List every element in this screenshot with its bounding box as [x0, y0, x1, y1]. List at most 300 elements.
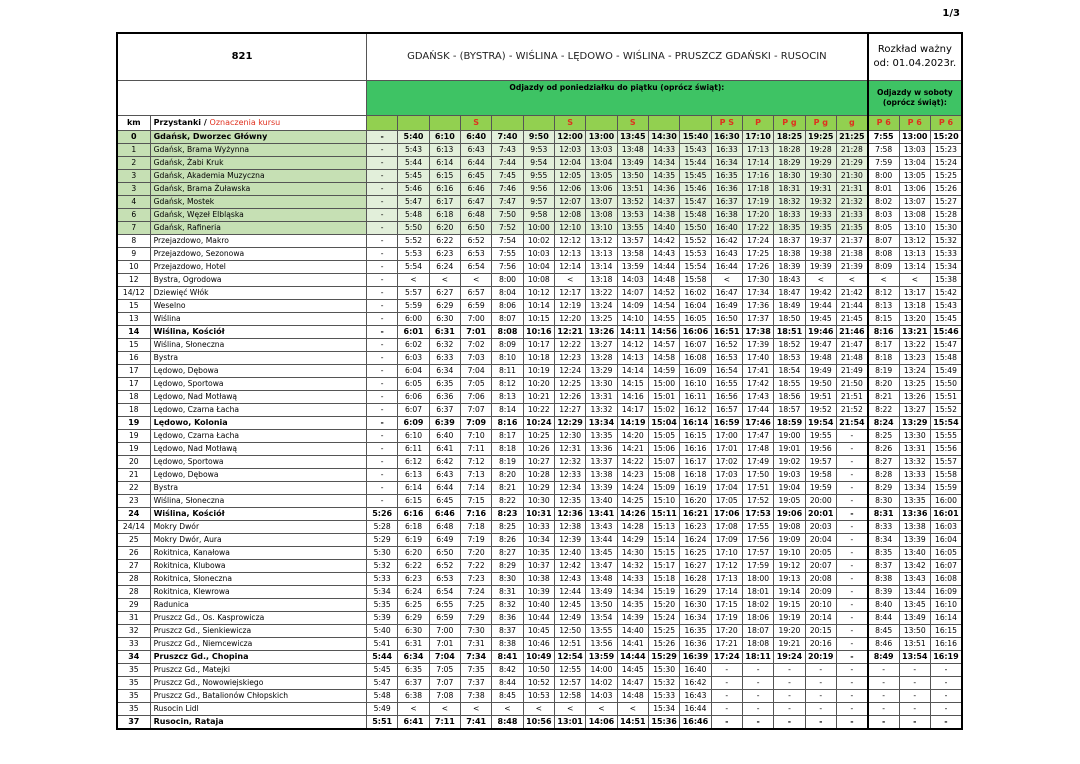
weekday-departure-time: 6:19: [398, 534, 429, 547]
weekday-departure-time: 19:39: [805, 261, 836, 274]
weekday-departure-time: 17:39: [742, 339, 773, 352]
weekday-departure-time: 14:43: [648, 248, 679, 261]
weekday-departure-time: 19:50: [805, 378, 836, 391]
weekday-departure-time: <: [492, 703, 523, 716]
saturday-departure-time: -: [899, 664, 930, 677]
weekday-departure-time: 6:52: [429, 560, 460, 573]
saturday-departure-time: 15:25: [930, 170, 962, 183]
stop-km: 10: [117, 261, 150, 274]
weekday-course-code: P: [742, 116, 773, 131]
weekday-departure-time: 21:32: [836, 196, 867, 209]
weekday-departure-time: 16:37: [711, 196, 742, 209]
weekday-departure-time: 6:40: [461, 131, 492, 144]
weekday-departure-time: 17:40: [742, 352, 773, 365]
saturday-departure-time: 15:27: [930, 196, 962, 209]
weekday-departure-time: -: [367, 209, 398, 222]
weekday-departure-time: 18:49: [774, 300, 805, 313]
weekday-departure-time: 6:18: [398, 521, 429, 534]
weekday-departure-time: 6:59: [429, 612, 460, 625]
weekday-departure-time: 18:53: [774, 352, 805, 365]
saturday-departure-time: 8:21: [868, 391, 899, 404]
weekday-departure-time: 21:46: [836, 326, 867, 339]
weekday-departure-time: 5:30: [367, 547, 398, 560]
weekday-departure-time: 19:03: [774, 469, 805, 482]
timetable-row: [117, 508, 962, 521]
weekday-departure-time: -: [836, 443, 867, 456]
weekday-departure-time: 19:10: [774, 547, 805, 560]
stop-km: 7: [117, 222, 150, 235]
weekday-departure-time: 13:58: [617, 248, 648, 261]
weekday-departure-time: 10:12: [523, 287, 554, 300]
weekday-departure-time: 14:32: [617, 560, 648, 573]
weekday-departure-time: 5:52: [398, 235, 429, 248]
weekday-departure-time: -: [367, 235, 398, 248]
saturday-departure-time: 8:12: [868, 287, 899, 300]
weekday-departure-time: -: [836, 482, 867, 495]
saturday-departure-time: 13:05: [899, 170, 930, 183]
weekday-departure-time: 21:38: [836, 248, 867, 261]
weekday-departure-time: 6:40: [429, 430, 460, 443]
weekday-departure-time: 19:51: [805, 391, 836, 404]
weekday-departure-time: 15:10: [648, 495, 679, 508]
weekday-departure-time: 7:12: [461, 456, 492, 469]
timetable-row: [117, 313, 962, 326]
weekday-departure-time: 6:22: [429, 235, 460, 248]
weekday-departure-time: 10:44: [523, 612, 554, 625]
route-number: 821: [117, 33, 367, 81]
weekday-departure-time: 6:34: [429, 365, 460, 378]
weekday-course-code: [680, 116, 711, 131]
weekday-departure-time: 16:05: [680, 313, 711, 326]
weekday-departure-time: 21:42: [836, 287, 867, 300]
weekday-departure-time: 19:47: [805, 339, 836, 352]
weekday-departure-time: 21:31: [836, 183, 867, 196]
weekday-departure-time: 17:22: [742, 222, 773, 235]
weekday-departure-time: 13:29: [586, 365, 617, 378]
saturday-departure-time: 13:29: [899, 417, 930, 430]
weekday-departure-time: 14:40: [617, 625, 648, 638]
weekday-departure-time: 14:34: [617, 586, 648, 599]
weekday-departure-time: 9:58: [523, 209, 554, 222]
weekday-departure-time: 9:56: [523, 183, 554, 196]
saturday-departure-time: 15:30: [930, 222, 962, 235]
weekday-departure-time: -: [367, 391, 398, 404]
saturday-departure-time: 15:24: [930, 157, 962, 170]
weekday-departure-time: 19:24: [774, 651, 805, 664]
saturday-departure-time: 8:09: [868, 261, 899, 274]
weekday-departure-time: 10:40: [523, 599, 554, 612]
weekday-departure-time: 8:08: [492, 326, 523, 339]
saturday-departure-time: 7:58: [868, 144, 899, 157]
timetable-row: [117, 404, 962, 417]
weekday-departure-time: 16:19: [680, 482, 711, 495]
weekday-departure-time: 5:46: [398, 183, 429, 196]
stop-name: Rokitnica, Klubowa: [150, 560, 366, 573]
saturday-departure-time: 15:57: [930, 456, 962, 469]
weekday-departure-time: 15:09: [648, 482, 679, 495]
weekday-departure-time: 9:50: [523, 131, 554, 144]
weekday-departure-time: 14:48: [617, 690, 648, 703]
weekday-code-blank: [367, 116, 398, 131]
weekday-departure-time: 16:34: [711, 157, 742, 170]
weekday-departure-time: 10:02: [523, 235, 554, 248]
weekday-departure-time: 5:49: [367, 703, 398, 716]
weekday-departure-time: 19:20: [774, 625, 805, 638]
stop-name: Gdańsk, Brama Żuławska: [150, 183, 366, 196]
weekday-departure-time: <: [586, 703, 617, 716]
weekday-departure-time: 8:30: [492, 573, 523, 586]
stop-km: 6: [117, 209, 150, 222]
weekday-code-blank: [398, 116, 429, 131]
weekday-departure-time: 19:01: [774, 443, 805, 456]
weekday-departure-time: 6:16: [429, 183, 460, 196]
weekday-departure-time: 18:28: [774, 144, 805, 157]
stop-km: 35: [117, 677, 150, 690]
weekday-departure-time: 19:59: [805, 482, 836, 495]
saturday-departure-time: 8:00: [868, 170, 899, 183]
weekday-departure-time: <: [398, 274, 429, 287]
weekday-departure-time: 21:50: [836, 378, 867, 391]
weekday-departure-time: 19:37: [805, 235, 836, 248]
weekday-departure-time: 16:56: [711, 391, 742, 404]
weekday-departure-time: 19:25: [805, 131, 836, 144]
stop-km: 15: [117, 339, 150, 352]
weekday-departure-time: 17:04: [711, 482, 742, 495]
weekday-departure-time: -: [774, 716, 805, 730]
saturday-departure-time: 13:44: [899, 586, 930, 599]
weekday-departure-time: 6:45: [429, 495, 460, 508]
stop-name: Gdańsk, Węzeł Elbląska: [150, 209, 366, 222]
weekday-departure-time: 16:09: [680, 365, 711, 378]
weekday-departure-time: 21:49: [836, 365, 867, 378]
weekday-departure-time: 16:43: [711, 248, 742, 261]
weekday-departure-time: 12:25: [554, 378, 585, 391]
weekday-departure-time: 5:26: [367, 508, 398, 521]
timetable-row: [117, 339, 962, 352]
weekday-departure-time: 10:15: [523, 313, 554, 326]
saturday-departure-time: 15:43: [930, 300, 962, 313]
weekday-departure-time: 12:49: [554, 612, 585, 625]
saturday-departure-time: 16:08: [930, 573, 962, 586]
weekday-departure-time: 10:39: [523, 586, 554, 599]
stop-km: 18: [117, 404, 150, 417]
weekday-departure-time: 10:22: [523, 404, 554, 417]
weekday-departure-time: <: [711, 274, 742, 287]
weekday-departure-time: 13:03: [586, 144, 617, 157]
weekday-departure-time: 6:24: [429, 261, 460, 274]
saturday-departure-time: 13:38: [899, 521, 930, 534]
stop-name: Gdańsk, Dworzec Główny: [150, 131, 366, 144]
weekday-departure-time: 17:26: [742, 261, 773, 274]
saturday-departure-time: -: [868, 703, 899, 716]
weekday-departure-time: 20:16: [805, 638, 836, 651]
timetable-row: [117, 157, 962, 170]
weekday-departure-time: 18:29: [774, 157, 805, 170]
weekday-departure-time: 17:55: [742, 521, 773, 534]
weekday-departure-time: 18:25: [774, 131, 805, 144]
weekday-departure-time: 7:10: [461, 430, 492, 443]
weekday-departure-time: 7:19: [461, 534, 492, 547]
stop-name: Przejazdowo, Makro: [150, 235, 366, 248]
weekday-departure-time: 15:17: [648, 560, 679, 573]
weekday-departure-time: 19:13: [774, 573, 805, 586]
weekday-course-code: S: [617, 116, 648, 131]
weekday-departure-time: 9:53: [523, 144, 554, 157]
weekday-departure-time: -: [774, 664, 805, 677]
weekday-departure-time: 7:45: [492, 170, 523, 183]
weekday-departure-time: 10:19: [523, 365, 554, 378]
weekday-departure-time: 6:23: [429, 248, 460, 261]
weekday-departure-time: 6:17: [429, 196, 460, 209]
weekday-departure-time: 18:39: [774, 261, 805, 274]
stop-km: 37: [117, 716, 150, 730]
weekday-departure-time: 5:47: [367, 677, 398, 690]
weekday-departure-time: 7:11: [429, 716, 460, 730]
timetable-row: [117, 365, 962, 378]
weekday-departure-time: 19:44: [805, 300, 836, 313]
weekday-departure-time: 19:21: [774, 638, 805, 651]
weekday-departure-time: 6:03: [398, 352, 429, 365]
weekday-departure-time: 6:14: [398, 482, 429, 495]
saturday-departure-time: 15:55: [930, 430, 962, 443]
weekday-departure-time: 6:14: [429, 157, 460, 170]
weekday-departure-time: -: [367, 417, 398, 430]
stop-km: 3: [117, 170, 150, 183]
weekday-departure-time: 14:22: [617, 456, 648, 469]
weekday-departure-time: 13:49: [586, 586, 617, 599]
weekday-departure-time: 6:36: [429, 391, 460, 404]
weekday-departure-time: 14:34: [648, 157, 679, 170]
saturday-departure-time: 13:49: [899, 612, 930, 625]
timetable-row: [117, 599, 962, 612]
weekday-departure-time: -: [836, 573, 867, 586]
weekday-departure-time: 6:06: [398, 391, 429, 404]
weekday-departure-time: -: [742, 703, 773, 716]
weekday-departure-time: 5:47: [398, 196, 429, 209]
weekday-departure-time: 8:31: [492, 586, 523, 599]
weekday-departure-time: 15:15: [648, 547, 679, 560]
weekday-departure-time: 7:09: [461, 417, 492, 430]
weekday-departure-time: 8:26: [492, 534, 523, 547]
weekday-departure-time: 6:24: [398, 586, 429, 599]
weekday-departure-time: 12:55: [554, 664, 585, 677]
saturday-departure-time: 13:51: [899, 638, 930, 651]
weekday-departure-time: 14:44: [648, 261, 679, 274]
weekday-departure-time: 12:29: [554, 417, 585, 430]
weekday-departure-time: 16:30: [711, 131, 742, 144]
weekday-departure-time: 12:43: [554, 573, 585, 586]
timetable-row: [117, 560, 962, 573]
weekday-departure-time: 14:38: [648, 209, 679, 222]
weekday-departure-time: 15:18: [648, 573, 679, 586]
weekday-departure-time: 19:46: [805, 326, 836, 339]
saturday-departure-time: 13:13: [899, 248, 930, 261]
timetable-row: [117, 586, 962, 599]
saturday-departure-time: 13:24: [899, 365, 930, 378]
weekday-departure-time: 8:00: [492, 274, 523, 287]
weekday-departure-time: 10:46: [523, 638, 554, 651]
weekday-departure-time: 15:48: [680, 209, 711, 222]
weekday-departure-time: -: [836, 677, 867, 690]
weekday-departure-time: 7:30: [461, 625, 492, 638]
weekday-departure-time: 13:12: [586, 235, 617, 248]
saturday-departure-time: 8:01: [868, 183, 899, 196]
timetable-row: [117, 183, 962, 196]
weekday-departure-time: 6:25: [398, 599, 429, 612]
weekday-departure-time: 8:13: [492, 391, 523, 404]
stop-name: Mokry Dwór, Aura: [150, 534, 366, 547]
weekday-departure-time: <: [523, 703, 554, 716]
weekday-departure-time: -: [742, 716, 773, 730]
weekday-departure-time: 17:06: [711, 508, 742, 521]
weekday-departure-time: -: [367, 300, 398, 313]
weekday-departure-time: 13:55: [586, 625, 617, 638]
weekday-departure-time: 16:44: [711, 261, 742, 274]
weekday-departure-time: 6:59: [461, 300, 492, 313]
weekday-departure-time: 10:18: [523, 352, 554, 365]
weekday-departure-time: 14:48: [648, 274, 679, 287]
weekday-departure-time: 10:49: [523, 651, 554, 664]
weekday-departure-time: 8:14: [492, 404, 523, 417]
saturday-departure-time: 13:17: [899, 287, 930, 300]
stop-name: Pruszcz Gd., Nowowiejskiego: [150, 677, 366, 690]
weekday-departure-time: 18:08: [742, 638, 773, 651]
weekday-departure-time: 10:38: [523, 573, 554, 586]
weekday-departure-time: 18:43: [774, 274, 805, 287]
weekday-departure-time: 17:38: [742, 326, 773, 339]
stop-name: Pruszcz Gd., Batalionów Chłopskich: [150, 690, 366, 703]
weekday-departure-time: 21:45: [836, 313, 867, 326]
saturday-departure-time: 15:38: [930, 274, 962, 287]
stop-name: Mokry Dwór: [150, 521, 366, 534]
weekday-departure-time: 16:53: [711, 352, 742, 365]
saturday-departure-time: -: [899, 703, 930, 716]
weekday-departure-time: 13:43: [586, 521, 617, 534]
weekday-departure-time: 16:36: [711, 183, 742, 196]
weekday-departure-time: -: [367, 196, 398, 209]
weekday-departure-time: 13:37: [586, 456, 617, 469]
weekday-departure-time: 6:37: [398, 677, 429, 690]
weekday-departure-time: 16:07: [680, 339, 711, 352]
weekday-departure-time: 14:21: [617, 443, 648, 456]
weekday-departure-time: 16:04: [680, 300, 711, 313]
stop-km: 25: [117, 534, 150, 547]
saturday-departure-time: 16:15: [930, 625, 962, 638]
weekday-departure-time: 18:02: [742, 599, 773, 612]
weekday-departure-time: 14:47: [617, 677, 648, 690]
saturday-departure-time: <: [868, 274, 899, 287]
weekday-departure-time: 16:20: [680, 495, 711, 508]
stop-km: 20: [117, 456, 150, 469]
weekday-departure-time: 8:17: [492, 430, 523, 443]
weekday-departure-time: 13:01: [554, 716, 585, 730]
saturday-departure-time: -: [868, 690, 899, 703]
stop-name: Wiślina, Kościół: [150, 508, 366, 521]
weekday-departure-time: 7:22: [461, 560, 492, 573]
weekday-departure-time: 16:02: [680, 287, 711, 300]
weekday-departure-time: 7:04: [461, 365, 492, 378]
weekday-departure-time: 12:20: [554, 313, 585, 326]
weekday-departure-time: 15:58: [680, 274, 711, 287]
weekday-departure-time: 13:10: [586, 222, 617, 235]
weekday-departure-time: 17:53: [742, 508, 773, 521]
saturday-departure-time: 16:07: [930, 560, 962, 573]
stop-km: 29: [117, 599, 150, 612]
saturday-departure-time: -: [930, 716, 962, 730]
saturday-departure-time: 13:25: [899, 378, 930, 391]
weekday-departure-time: 13:40: [586, 495, 617, 508]
weekday-departure-time: 21:48: [836, 352, 867, 365]
saturday-departure-time: 15:54: [930, 417, 962, 430]
weekday-departure-time: 12:35: [554, 495, 585, 508]
saturday-departure-time: -: [930, 677, 962, 690]
weekday-departure-time: 7:15: [461, 495, 492, 508]
weekday-departure-time: 6:48: [461, 209, 492, 222]
weekday-departure-time: 13:59: [586, 651, 617, 664]
weekday-departure-time: 18:33: [774, 209, 805, 222]
stop-km: 8: [117, 235, 150, 248]
weekday-departure-time: 7:50: [492, 209, 523, 222]
weekday-departure-time: 15:26: [648, 638, 679, 651]
weekday-departure-time: <: [429, 703, 460, 716]
weekday-departure-time: 8:07: [492, 313, 523, 326]
stop-name: Gdańsk, Brama Wyżynna: [150, 144, 366, 157]
weekday-departure-time: 14:56: [648, 326, 679, 339]
saturday-departure-time: 8:25: [868, 430, 899, 443]
weekday-departure-time: 5:33: [367, 573, 398, 586]
saturday-departure-time: 13:40: [899, 547, 930, 560]
timetable-row: [117, 430, 962, 443]
weekday-departure-time: 13:06: [586, 183, 617, 196]
weekday-departure-time: 20:08: [805, 573, 836, 586]
stop-name: Wiślina, Kościół: [150, 326, 366, 339]
saturday-departure-time: 13:21: [899, 326, 930, 339]
saturday-departure-time: 8:34: [868, 534, 899, 547]
saturday-departure-time: 13:34: [899, 482, 930, 495]
weekday-departure-time: 7:23: [461, 573, 492, 586]
weekday-departure-time: 17:03: [711, 469, 742, 482]
stop-km: 27: [117, 560, 150, 573]
weekday-departure-time: -: [836, 664, 867, 677]
weekday-departure-time: 16:30: [680, 599, 711, 612]
weekday-departure-time: 8:32: [492, 599, 523, 612]
timetable-row: [117, 443, 962, 456]
stop-km: 24: [117, 508, 150, 521]
stop-km: 26: [117, 547, 150, 560]
weekday-departure-time: -: [774, 703, 805, 716]
saturday-departure-time: 8:08: [868, 248, 899, 261]
weekday-departure-time: 16:59: [711, 417, 742, 430]
weekday-departure-time: 7:05: [429, 664, 460, 677]
saturday-departure-time: 16:10: [930, 599, 962, 612]
stop-km: 15: [117, 300, 150, 313]
weekday-departure-time: 19:33: [805, 209, 836, 222]
weekday-departure-time: 10:53: [523, 690, 554, 703]
saturday-departure-time: 8:29: [868, 482, 899, 495]
weekday-departure-time: 15:45: [680, 170, 711, 183]
weekday-departure-time: -: [367, 326, 398, 339]
weekday-departure-time: 16:54: [711, 365, 742, 378]
saturday-departure-time: 13:42: [899, 560, 930, 573]
weekday-departure-time: 16:42: [680, 677, 711, 690]
weekday-departure-time: -: [742, 677, 773, 690]
stop-km: 35: [117, 664, 150, 677]
timetable-row: [117, 651, 962, 664]
weekday-departure-time: 6:54: [461, 261, 492, 274]
weekday-departure-time: 15:33: [648, 690, 679, 703]
weekday-departure-time: 6:22: [398, 560, 429, 573]
weekday-departure-time: 17:02: [711, 456, 742, 469]
